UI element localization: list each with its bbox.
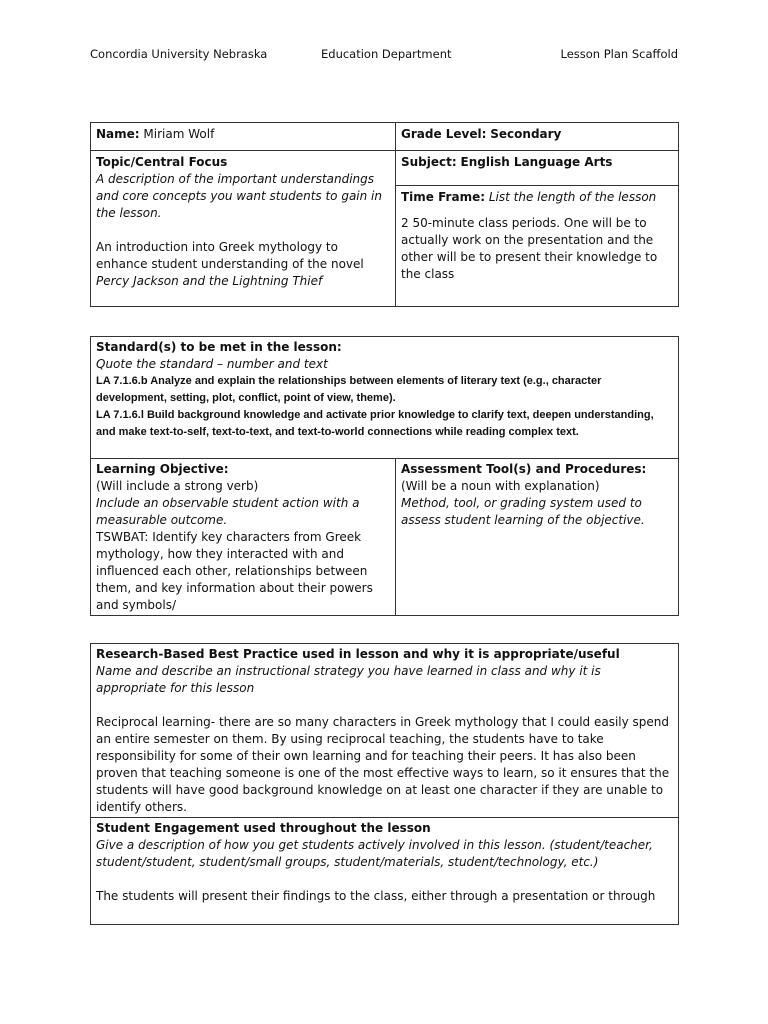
name-value: Miriam Wolf: [143, 127, 215, 141]
topic-description: An introduction into Greek mythology to enhance student understanding of the novel: [96, 240, 364, 271]
assessment-prompt: Method, tool, or grading system used to assess student learning of the objective.: [401, 496, 645, 527]
subject-value: English Language Arts: [460, 155, 613, 169]
grade-cell: [396, 123, 679, 151]
assessment-cell: [396, 459, 679, 616]
practice-text: Reciprocal learning- there are so many characters in Greek mythology that I could easily spend an entire semester on them. By using reciprocal teaching, the students have to take responsibility for some of their own learning and for teaching their peers. It has also been proven that teaching someone is one of the most effective ways to learn, so it ensures that the students will have good background knowledge on at least one character if they are unable to identify others.: [96, 715, 670, 814]
objective-note: (Will include a strong verb): [96, 479, 259, 493]
time-frame-text: 2 50-minute class periods. One will be to actually work on the presentation and the other will be to present their knowledge to the class: [401, 216, 658, 281]
header-document-type: Lesson Plan Scaffold: [560, 47, 678, 61]
standards-prompt: Quote the standard – number and text: [96, 357, 328, 371]
objective-text: TSWBAT: Identify key characters from Greek mythology, how they interacted with and influenced each other, relationships between them, and key information about their powers and symbols/: [96, 530, 373, 612]
standards-objectives-table: [90, 336, 679, 616]
objective-prompt: Include an observable student action with a measurable outcome.: [96, 496, 360, 527]
practice-cell: [91, 644, 679, 818]
assessment-label: Assessment Tool(s) and Procedures:: [401, 462, 647, 476]
lesson-info-table: [90, 122, 679, 307]
engagement-text: The students will present their findings to the class, either through a presentation or through: [96, 889, 656, 903]
standards-cell: [91, 337, 679, 459]
topic-novel-title: Percy Jackson and the Lightning Thief: [96, 274, 323, 288]
practice-prompt: Name and describe an instructional strategy you have learned in class and why it is appropriate for this lesson: [96, 664, 601, 695]
standards-label: Standard(s) to be met in the lesson:: [96, 340, 342, 354]
grade-label: Grade Level:: [401, 127, 487, 141]
name-cell: [91, 123, 396, 151]
time-frame-prompt: List the length of the lesson: [488, 190, 657, 204]
engagement-cell: [91, 818, 679, 925]
grade-value: Secondary: [490, 127, 562, 141]
header-department: Education Department: [321, 47, 452, 61]
topic-prompt: A description of the important understandings and core concepts you want students to gain in the lesson.: [96, 172, 382, 220]
page-header: [90, 47, 678, 63]
subject-label: Subject:: [401, 155, 457, 169]
name-label: Name:: [96, 127, 140, 141]
subject-cell: [396, 151, 679, 186]
header-university: Concordia University Nebraska: [90, 47, 268, 61]
time-frame-label: Time Frame:: [401, 190, 486, 204]
practice-engagement-table: [90, 643, 679, 925]
engagement-label: Student Engagement used throughout the lesson: [96, 821, 431, 835]
standard-item: LA 7.1.6.b Analyze and explain the relationships between elements of literary text (e.g., character development, setting, plot, conflict, point of view, theme).: [96, 375, 602, 404]
standard-item: LA 7.1.6.l Build background knowledge and activate prior knowledge to clarify text, deepen understanding, and make text-to-self, text-to-text, and text-to-world connections while reading complex text.: [96, 409, 654, 438]
assessment-note: (Will be a noun with explanation): [401, 479, 600, 493]
topic-label: Topic/Central Focus: [96, 155, 228, 169]
practice-label: Research-Based Best Practice used in lesson and why it is appropriate/useful: [96, 647, 620, 661]
time-frame-cell: [396, 186, 679, 307]
topic-cell: [91, 151, 396, 307]
engagement-prompt: Give a description of how you get students actively involved in this lesson. (student/teacher, student/student, student/small groups, student/materials, student/technology, etc.): [96, 838, 653, 869]
topic-text: [96, 239, 390, 290]
objective-label: Learning Objective:: [96, 462, 229, 476]
objective-cell: [91, 459, 396, 616]
